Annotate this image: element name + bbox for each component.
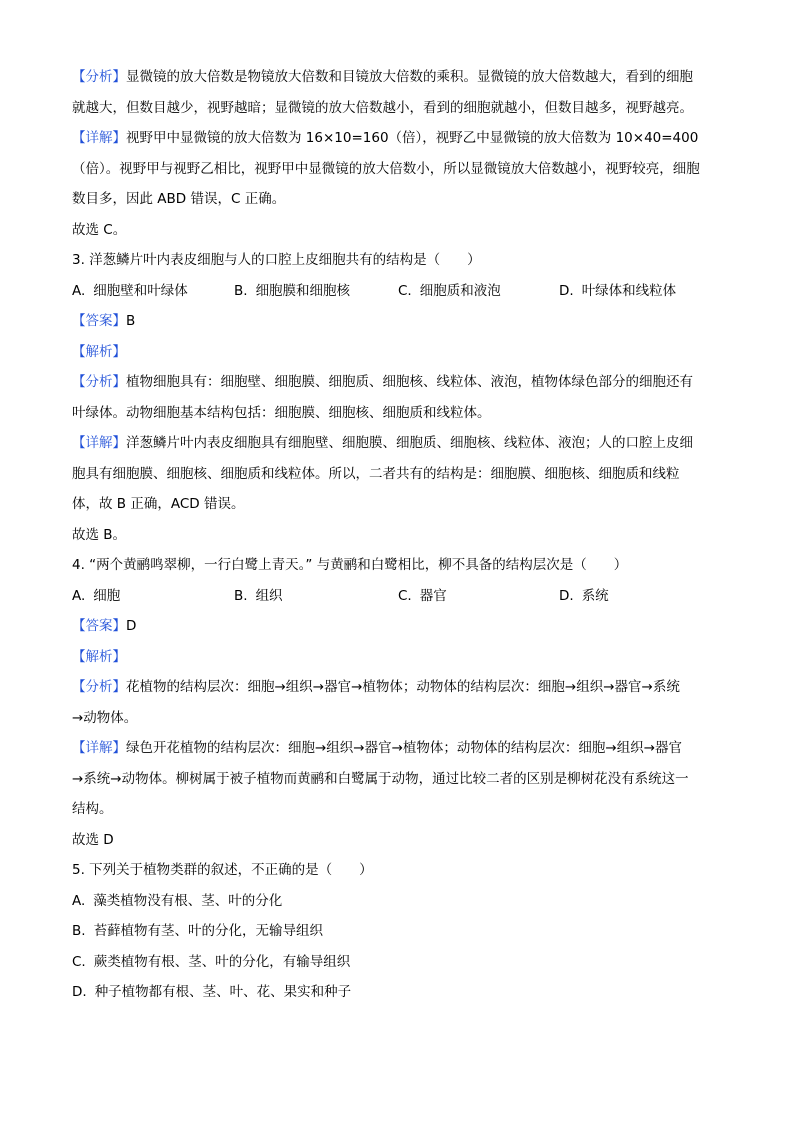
q4-option-b-text: 组织: [255, 587, 283, 604]
q3-option-c-letter: C.: [398, 282, 412, 299]
q4-option-c-letter: C.: [398, 587, 412, 604]
q3-option-b: [234, 276, 398, 307]
q3-detail-line-3: 体，故 B 正确，ACD 错误。: [72, 496, 245, 512]
q4-detail-line-3: 结构。: [72, 801, 113, 817]
q3-explanation-label: 【解析】: [72, 343, 126, 360]
q4-option-d: [559, 581, 719, 612]
q5-stem: 5. 下列关于植物类群的叙述，不正确的是（ ）: [72, 862, 373, 878]
q3-options: [72, 276, 724, 307]
q2-analysis-text-1: 显微镜的放大倍数是物镜放大倍数和目镜放大倍数的乘积。显微镜的放大倍数越大，看到的细胞: [126, 69, 693, 85]
q3-analysis-text-1: 植物细胞具有：细胞壁、细胞膜、细胞质、细胞核、线粒体、液泡，植物体绿色部分的细胞还有: [126, 374, 693, 390]
q4-option-c-text: 器官: [419, 587, 447, 604]
q4-answer: [72, 611, 724, 642]
q3-conclusion: 故选 B。: [72, 526, 127, 543]
q4-answer-value: D: [126, 618, 137, 634]
q4-analysis-line-1: [72, 672, 724, 703]
q3-analysis-label: 【分析】: [72, 374, 126, 390]
q5-option-b-text: 苔藓植物有茎、叶的分化，无输导组织: [93, 923, 324, 939]
q4-detail-text-1: 绿色开花植物的结构层次：细胞→组织→器官→植物体；动物体的结构层次：细胞→组织→器官: [126, 740, 683, 756]
q2-analysis-line-2: 就越大，但数目越少，视野越暗；显微镜的放大倍数越小，看到的细胞就越小，但数目越多，视野越亮。: [72, 99, 693, 116]
q4-option-b-letter: B.: [234, 587, 248, 604]
q5-option-c-letter: C.: [72, 953, 86, 970]
q4-detail-line-1: [72, 733, 724, 764]
q4-analysis-text-1: 花植物的结构层次：细胞→组织→器官→植物体；动物体的结构层次：细胞→组织→器官→系统: [126, 679, 680, 695]
q3-answer: [72, 306, 724, 337]
q2-detail-label: 【详解】: [72, 130, 126, 146]
q5-option-d: [72, 977, 724, 1008]
q5-option-b: [72, 916, 724, 947]
q3-analysis-line-1: [72, 367, 724, 398]
q5-option-d-text: 种子植物都有根、茎、叶、花、果实和种子: [94, 984, 352, 1000]
q4-option-a: [72, 581, 234, 612]
q3-option-b-text: 细胞膜和细胞核: [255, 282, 351, 299]
q3-explanation-heading: [72, 337, 724, 368]
q5-option-b-letter: B.: [72, 923, 86, 939]
q3-option-a-letter: A.: [72, 282, 86, 299]
q2-detail-line-1: [72, 123, 724, 154]
q4-options: [72, 581, 724, 612]
q2-detail-text-1: 视野甲中显微镜的放大倍数为 16×10=160（倍），视野乙中显微镜的放大倍数为 10×40=400: [126, 130, 699, 146]
q3-detail-line-1: [72, 428, 724, 459]
q3-option-c: [398, 276, 559, 307]
q3-option-a-text: 细胞壁和叶绿体: [93, 282, 188, 299]
q3-stem: 3. 洋葱鳞片叶内表皮细胞与人的口腔上皮细胞共有的结构是（ ）: [72, 252, 481, 268]
q3-option-b-letter: B.: [234, 282, 248, 299]
q4-stem: 4. “两个黄鹂鸣翠柳，一行白鹭上青天。” 与黄鹂和白鹭相比，柳不具备的结构层次是（ ）: [72, 557, 628, 573]
q2-detail-line-3: 数目多，因此 ABD 错误，C 正确。: [72, 191, 286, 207]
q5-option-a-letter: A.: [72, 892, 86, 909]
q3-option-a: [72, 276, 234, 307]
q4-option-d-letter: D.: [559, 587, 574, 604]
q4-analysis-label: 【分析】: [72, 679, 126, 695]
q3-answer-value: B: [126, 313, 136, 329]
q4-option-d-text: 系统: [581, 587, 609, 604]
q4-option-c: [398, 581, 559, 612]
q4-explanation-heading: [72, 642, 724, 673]
q4-detail-label: 【详解】: [72, 740, 126, 756]
q2-analysis-label: 【分析】: [72, 69, 126, 85]
q2-analysis-line-1: [72, 62, 724, 93]
q3-option-d: [559, 276, 719, 307]
q3-option-d-text: 叶绿体和线粒体: [581, 282, 677, 299]
q5-option-a-text: 藻类植物没有根、茎、叶的分化: [93, 892, 283, 909]
q3-detail-label: 【详解】: [72, 435, 126, 451]
q5-option-d-letter: D.: [72, 984, 87, 1000]
q3-answer-label: 【答案】: [72, 313, 126, 329]
q4-option-a-text: 细胞: [93, 587, 121, 604]
q4-detail-line-2: →系统→动物体。柳树属于被子植物而黄鹂和白鹭属于动物，通过比较二者的区别是柳树花没有系统这一: [72, 770, 689, 787]
q4-answer-label: 【答案】: [72, 618, 126, 634]
document-page: [72, 62, 724, 1008]
q3-detail-line-2: 胞具有细胞膜、细胞核、细胞质和线粒体。所以，二者共有的结构是：细胞膜、细胞核、细胞质和线粒: [72, 465, 680, 482]
q2-detail-line-2: （倍）。视野甲与视野乙相比，视野甲中显微镜的放大倍数小，所以显微镜放大倍数越小，视野较亮，细胞: [72, 160, 700, 177]
q4-option-b: [234, 581, 398, 612]
q4-explanation-label: 【解析】: [72, 648, 126, 665]
q4-option-a-letter: A.: [72, 587, 86, 604]
q3-detail-text-1: 洋葱鳞片叶内表皮细胞具有细胞壁、细胞膜、细胞质、细胞核、线粒体、液泡；人的口腔上皮细: [126, 435, 693, 451]
q2-conclusion: 故选 C。: [72, 221, 127, 238]
q3-option-d-letter: D.: [559, 282, 574, 299]
q4-analysis-line-2: →动物体。: [72, 709, 138, 726]
q5-option-c-text: 蕨类植物有根、茎、叶的分化，有输导组织: [93, 953, 351, 970]
q4-conclusion: 故选 D: [72, 831, 114, 848]
q5-option-c: [72, 947, 724, 978]
q3-option-c-text: 细胞质和液泡: [419, 282, 501, 299]
q5-option-a: [72, 886, 724, 917]
q3-analysis-line-2: 叶绿体。动物细胞基本结构包括：细胞膜、细胞核、细胞质和线粒体。: [72, 404, 491, 421]
